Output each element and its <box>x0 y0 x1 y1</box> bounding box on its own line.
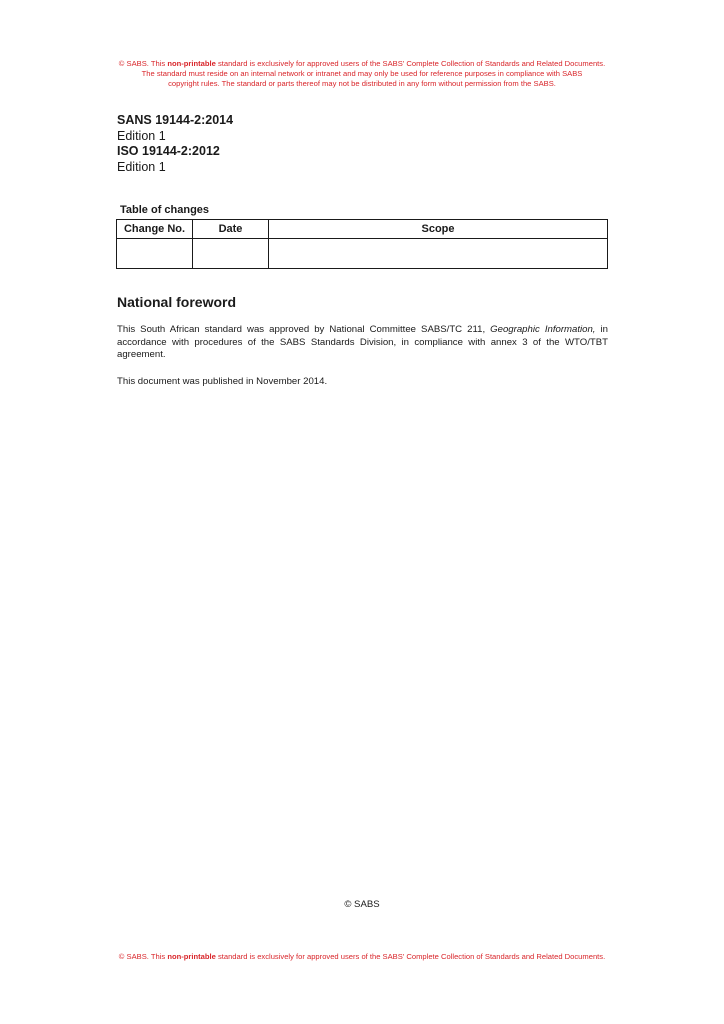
sans-edition: Edition 1 <box>117 128 166 143</box>
cell-date <box>193 239 269 269</box>
header-scope: Scope <box>269 220 608 239</box>
foreword-paragraph-2: This document was published in November 2014. <box>117 376 328 387</box>
sans-number: SANS 19144-2:2014 <box>117 113 234 127</box>
foreword-text-part2: in accordance with procedures of the SABS Standards Division, in compliance with annex 3 of the WTO/TBT agreement. <box>117 324 608 361</box>
table-row <box>117 239 608 269</box>
notice-line1: standard is exclusively for approved users of the SABS' Complete Collection of Standards and Related Documents. <box>215 59 606 68</box>
iso-edition: Edition 1 <box>117 159 166 174</box>
notice-prefix: © SABS. This <box>118 59 168 68</box>
table-header-row <box>117 220 608 239</box>
iso-number: ISO 19144-2:2012 <box>117 144 220 159</box>
table-of-changes-title: Table of changes <box>120 204 210 216</box>
header-date: Date <box>193 220 269 239</box>
header-change-no: Change No. <box>117 220 193 239</box>
foreword-paragraph-1 <box>117 324 608 362</box>
standard-identification <box>117 113 233 175</box>
notice-line3: copyright rules. The standard or parts thereof may not be distributed in any form without permission from the SABS. <box>168 79 556 89</box>
cell-change-no <box>117 239 193 269</box>
foreword-text-part1: This South African standard was approved by National Committee SABS/TC 211, <box>117 324 491 335</box>
notice-emphasis: non-printable <box>167 59 216 68</box>
foreword-heading: National foreword <box>117 294 237 310</box>
foreword-text-italic: Geographic Information, <box>490 324 596 335</box>
notice-prefix: © SABS. This <box>118 952 168 961</box>
cell-scope <box>269 239 608 269</box>
notice-line2: The standard must reside on an internal network or intranet and may only be used for reference purposes in compliance with SABS <box>141 69 583 79</box>
page-footer-copyright: © SABS <box>344 899 380 910</box>
table-of-changes <box>116 219 608 269</box>
copyright-notice-top <box>40 59 684 90</box>
notice-emphasis: non-printable <box>167 952 216 961</box>
copyright-notice-bottom <box>40 952 684 962</box>
notice-rest: standard is exclusively for approved users of the SABS' Complete Collection of Standards and Related Documents. <box>215 952 606 961</box>
